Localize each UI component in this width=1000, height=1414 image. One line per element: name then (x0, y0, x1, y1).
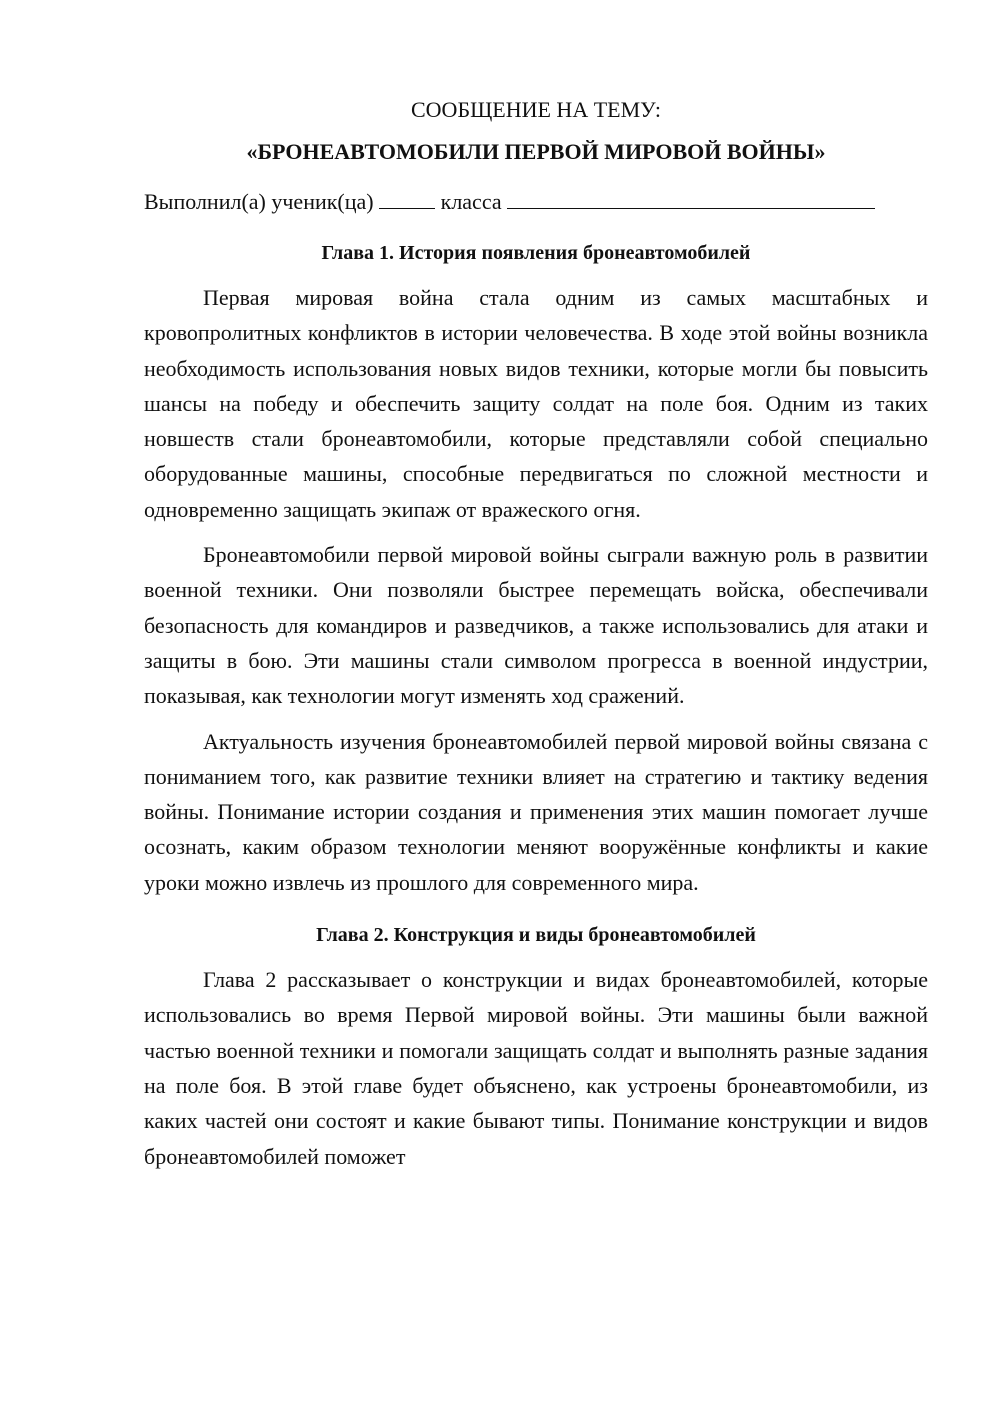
chapter1-paragraph-3: Актуальность изучения бронеавтомобилей первой мировой войны связана с пониманием того, как развитие техники влияет на стратегию и тактику ведения войны. Понимание истории создания и применения этих машин помогает лучше осознать, каким образом технологии меняют вооружённые конфликты и какие уроки можно извлечь из прошлого для современного мира. (144, 728, 928, 895)
author-middle: класса (440, 189, 502, 214)
class-number-blank (379, 186, 435, 209)
author-prefix: Выполнил(а) ученик(ца) (144, 189, 374, 214)
chapter2-paragraph-1: Глава 2 рассказывает о конструкции и видах бронеавтомобилей, которые использовались во время Первой мировой войны. Эти машины были важной частью военной техники и помогали защищать солдат и выполнять разные задания на поле боя. В этой главе будет объяснено, как устроены бронеавтомобили, из каких частей они состоят и какие бывают типы. Понимание конструкции и видов бронеавтомобилей поможет (144, 967, 928, 1169)
chapter1-heading: Глава 1. История появления бронеавтомобилей (321, 242, 751, 264)
author-line (144, 184, 928, 220)
chapter1-paragraph-1: Первая мировая война стала одним из самых масштабных и кровопролитных конфликтов в истории человечества. В ходе этой войны возникла необходимость использования новых видов техники, которые могли бы повысить шансы на победу и обеспечить защиту солдат на поле боя. Одним из таких новшеств стали бронеавтомобили, которые представляли собой специально оборудованные машины, способные передвигаться по сложной местности и одновременно защищать экипаж от вражеского огня. (144, 285, 928, 522)
document-page (144, 92, 928, 1174)
chapter1-paragraph-2: Бронеавтомобили первой мировой войны сыграли важную роль в развитии военной техники. Они позволяли быстрее перемещать войска, обеспечивали безопасность для командиров и разведчиков, а также использовались для атаки и защиты в бою. Эти машины стали символом прогресса в военной индустрии, показывая, как технологии могут изменять ход сражений. (144, 542, 928, 709)
student-name-blank (507, 186, 875, 209)
document-title-line2: «БРОНЕАВТОМОБИЛИ ПЕРВОЙ МИРОВОЙ ВОЙНЫ» (246, 139, 826, 164)
chapter2-heading: Глава 2. Конструкция и виды бронеавтомобилей (316, 924, 756, 947)
document-title-line1: СООБЩЕНИЕ НА ТЕМУ: (411, 97, 661, 122)
